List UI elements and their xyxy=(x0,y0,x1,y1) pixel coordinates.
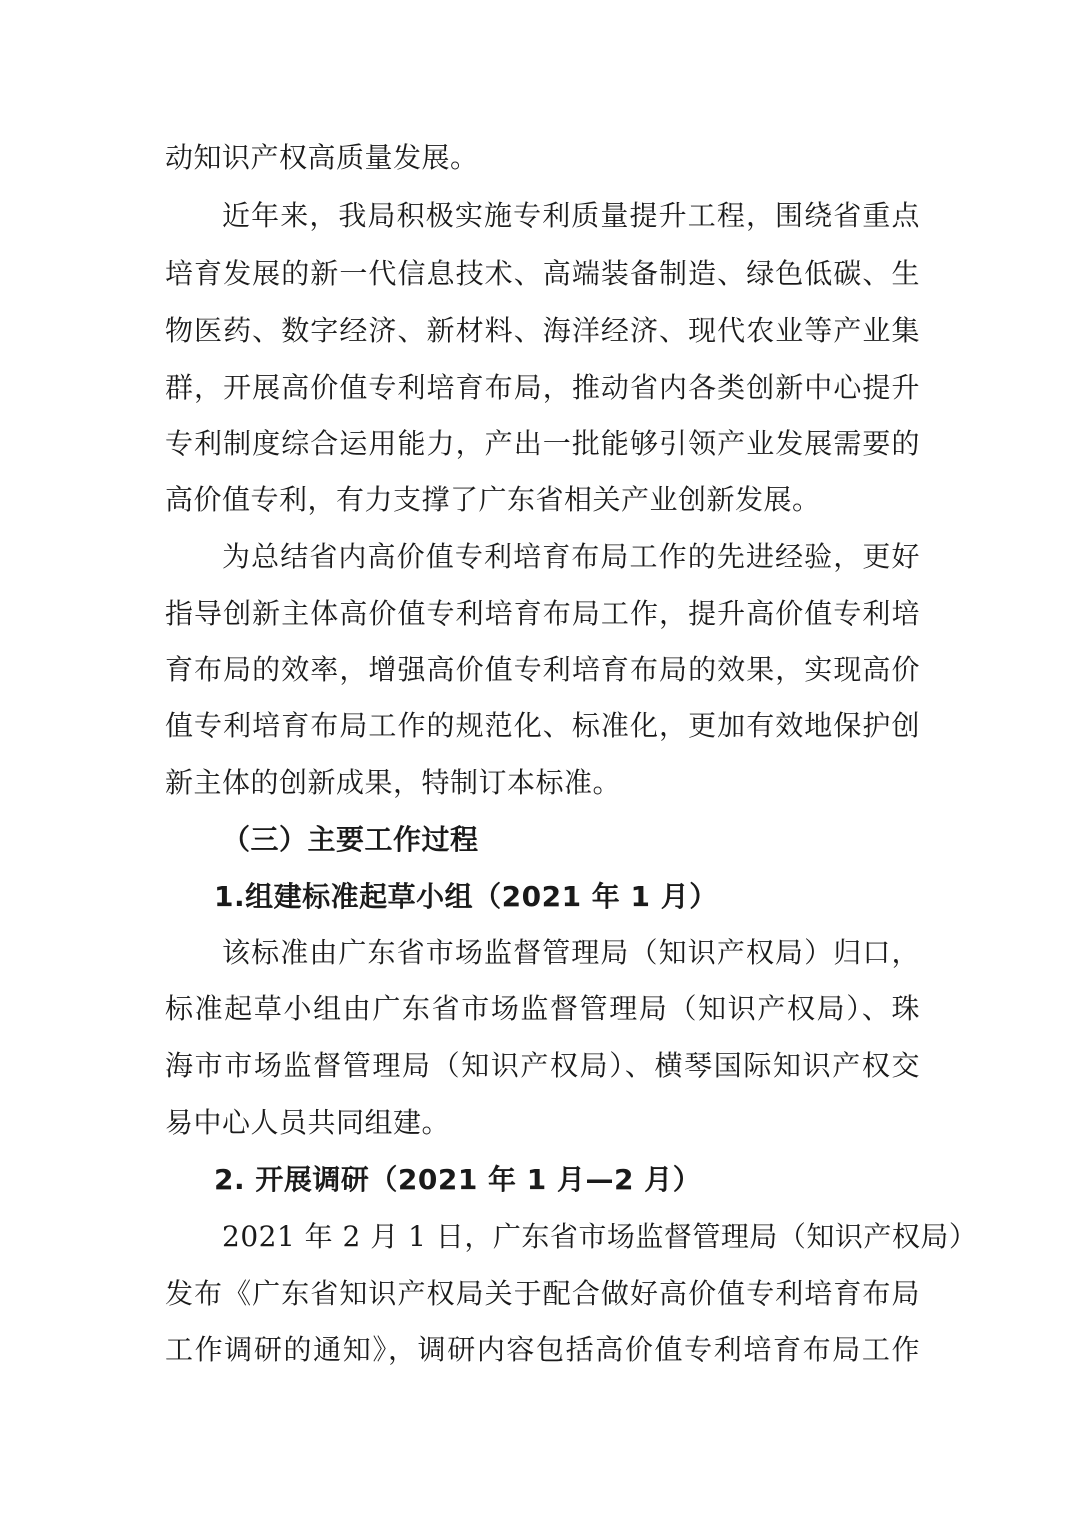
paragraph-line: 育布局的效率，增强高价值专利培育布局的效果，实现高价 xyxy=(165,653,920,686)
paragraph-line: 高价值专利，有力支撑了广东省相关产业创新发展。 xyxy=(165,483,821,516)
paragraph-line: 动知识产权高质量发展。 xyxy=(165,141,479,174)
paragraph-line: 近年来，我局积极实施专利质量提升工程，围绕省重点 xyxy=(222,199,920,232)
paragraph-line: 群，开展高价值专利培育布局，推动省内各类创新中心提升 xyxy=(165,371,920,404)
paragraph-line: 新主体的创新成果，特制订本标准。 xyxy=(165,766,622,799)
paragraph-line: 值专利培育布局工作的规范化、标准化，更加有效地保护创 xyxy=(165,709,920,742)
paragraph-line: 为总结省内高价值专利培育布局工作的先进经验，更好 xyxy=(222,540,920,573)
section-heading: （三）主要工作过程 xyxy=(222,823,479,856)
paragraph-line: 2021 年 2 月 1 日，广东省市场监督管理局（知识产权局） xyxy=(222,1220,978,1253)
paragraph-line: 培育发展的新一代信息技术、高端装备制造、绿色低碳、生 xyxy=(165,257,920,290)
subsection-heading: 1.组建标准起草小组（2021 年 1 月） xyxy=(214,880,718,913)
paragraph-line: 发布《广东省知识产权局关于配合做好高价值专利培育布局 xyxy=(165,1277,920,1310)
paragraph-line: 指导创新主体高价值专利培育布局工作，提升高价值专利培 xyxy=(165,597,920,630)
paragraph-line: 专利制度综合运用能力，产出一批能够引领产业发展需要的 xyxy=(165,427,920,460)
paragraph-line: 易中心人员共同组建。 xyxy=(165,1106,451,1139)
paragraph-line: 该标准由广东省市场监督管理局（知识产权局）归口， xyxy=(222,936,920,969)
paragraph-line: 物医药、数字经济、新材料、海洋经济、现代农业等产业集 xyxy=(165,314,920,347)
subsection-heading: 2. 开展调研（2021 年 1 月—2 月） xyxy=(214,1163,702,1196)
paragraph-line: 标准起草小组由广东省市场监督管理局（知识产权局）、珠 xyxy=(165,992,920,1025)
paragraph-line: 工作调研的通知》，调研内容包括高价值专利培育布局工作 xyxy=(165,1333,920,1366)
paragraph-line: 海市市场监督管理局（知识产权局）、横琴国际知识产权交 xyxy=(165,1049,920,1082)
